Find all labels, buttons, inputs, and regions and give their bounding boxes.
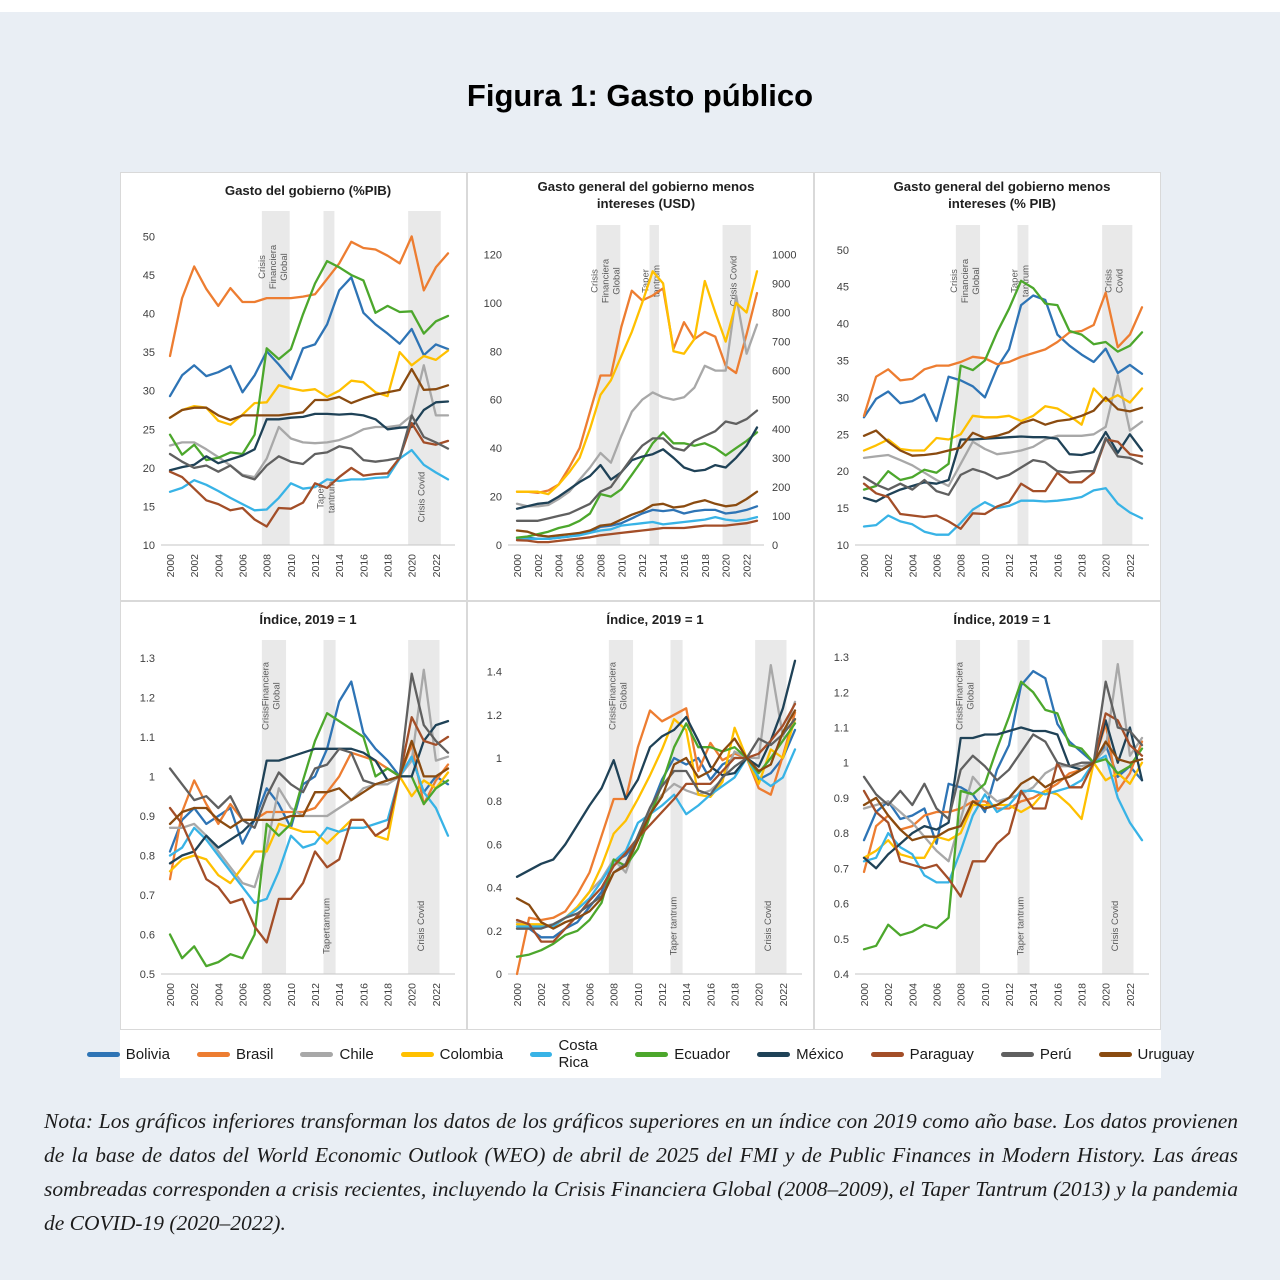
chart-svg xyxy=(468,173,813,600)
x-axis-tick-label: 2002 xyxy=(532,554,545,578)
y-axis-tick-label: 0 xyxy=(495,969,502,981)
x-axis-tick-label: 2006 xyxy=(237,983,250,1007)
y-axis-tick-label: 0.2 xyxy=(486,925,502,938)
legend-label: Colombia xyxy=(439,1045,504,1063)
y-axis-tick-label: 60 xyxy=(489,394,502,407)
y-axis-tick-label: 25 xyxy=(142,424,155,437)
chart-gasto-menos-intereses-pib xyxy=(814,172,1161,601)
x-axis-tick-label: 2010 xyxy=(979,554,992,578)
legend-item-bolivia xyxy=(87,1046,170,1063)
x-axis-tick-label: 2008 xyxy=(261,554,274,578)
x-axis-tick-label: 2000 xyxy=(512,983,524,1007)
crisis-band-label: Crisis xyxy=(589,269,601,293)
y-axis-tick-label: 1.1 xyxy=(833,722,849,735)
crisis-band-label: Taper xyxy=(315,485,327,509)
x-axis-tick-label: 2018 xyxy=(729,983,742,1007)
x-axis-tick-label: 2022 xyxy=(1124,983,1137,1007)
y-axis-right-tick-label: 500 xyxy=(772,394,791,407)
x-axis-tick-label: 2006 xyxy=(574,554,587,578)
y-axis-tick-label: 10 xyxy=(836,540,849,552)
y-axis-right-tick-label: 100 xyxy=(772,510,791,523)
y-axis-tick-label: 1.3 xyxy=(139,652,155,665)
chart-title: intereses (USD) xyxy=(596,196,696,211)
legend-label: Ecuador xyxy=(674,1045,731,1063)
y-axis-tick-label: 0.5 xyxy=(139,969,155,981)
series-line-bolivia xyxy=(517,506,757,539)
series-line-costa-rica xyxy=(864,488,1142,535)
chart-svg xyxy=(468,602,813,1029)
crisis-band-label: Crisis Covid xyxy=(728,255,740,307)
y-axis-tick-label: 20 xyxy=(836,466,849,479)
crisis-band-label: Crisis Covid xyxy=(762,900,774,952)
crisis-band-label: Taper xyxy=(640,269,652,293)
x-axis-tick-label: 2016 xyxy=(705,983,718,1007)
x-axis-tick-label: 2018 xyxy=(382,983,395,1007)
series-line-paraguay xyxy=(517,704,795,942)
series-line-uruguay xyxy=(864,397,1142,455)
y-axis-tick-label: 35 xyxy=(836,355,849,368)
x-axis-tick-label: 2002 xyxy=(536,983,549,1007)
legend-item-uruguay xyxy=(1099,1046,1195,1063)
chart-svg xyxy=(121,602,466,1029)
x-axis-tick-label: 2022 xyxy=(430,554,443,578)
legend-line-swatch xyxy=(1001,1052,1034,1057)
x-axis-tick-label: 2022 xyxy=(777,983,790,1007)
x-axis-tick-label: 2012 xyxy=(637,554,650,578)
series-line-colombia xyxy=(170,351,448,425)
legend-line-swatch xyxy=(197,1052,230,1057)
chart-indice-pib xyxy=(814,601,1161,1030)
y-axis-right-tick-label: 900 xyxy=(772,278,791,291)
x-axis-tick-label: 2020 xyxy=(753,983,766,1007)
series-line-méxico xyxy=(864,432,1142,501)
crisis-band-label: Covid xyxy=(1114,268,1126,294)
chart-title: intereses (% PIB) xyxy=(948,196,1056,211)
crisis-band-label: Financiera xyxy=(267,244,279,290)
crisis-band-label: Crisis Covid xyxy=(1109,900,1121,952)
x-axis-tick-label: 2004 xyxy=(213,983,226,1007)
x-axis-tick-label: 2014 xyxy=(334,983,347,1007)
y-axis-tick-label: 45 xyxy=(142,270,155,282)
legend-label: Brasil xyxy=(235,1045,274,1063)
crisis-band-label: Global xyxy=(278,253,290,281)
y-axis-tick-label: 40 xyxy=(489,443,502,456)
y-axis-tick-label: 1.2 xyxy=(139,692,155,705)
y-axis-right-tick-label: 600 xyxy=(772,365,791,378)
legend-item-ecuador xyxy=(635,1046,730,1063)
x-axis-tick-label: 2020 xyxy=(406,983,419,1007)
y-axis-tick-label: 0.6 xyxy=(833,898,849,911)
y-axis-right-tick-label: 400 xyxy=(772,423,791,436)
x-axis-tick-label: 2016 xyxy=(1052,983,1065,1007)
y-axis-tick-label: 0.4 xyxy=(486,882,502,895)
y-axis-tick-label: 1 xyxy=(148,771,155,784)
legend-label: Costa Rica xyxy=(558,1037,598,1071)
x-axis-tick-label: 2014 xyxy=(658,554,671,578)
x-axis-tick-label: 2012 xyxy=(310,554,323,578)
y-axis-tick-label: 30 xyxy=(142,385,155,398)
x-axis-tick-label: 2014 xyxy=(334,554,347,578)
crisis-band-label: Global xyxy=(965,682,977,710)
crisis-band-label: Crisis Covid xyxy=(415,900,427,952)
y-axis-tick-label: 0.5 xyxy=(833,933,849,946)
y-axis-right-tick-label: 300 xyxy=(772,452,791,465)
chart-gasto-gobierno-pib xyxy=(120,172,467,601)
crisis-band-label: Financiera xyxy=(600,258,612,304)
series-line-ecuador xyxy=(517,432,757,537)
x-axis-tick-label: 2010 xyxy=(285,983,298,1007)
chart-indice-gasto-pib xyxy=(120,601,467,1030)
legend-label: Uruguay xyxy=(1137,1045,1195,1063)
crisis-band-label: Global xyxy=(611,267,623,295)
y-axis-tick-label: 120 xyxy=(483,249,502,262)
x-axis-tick-label: 2002 xyxy=(883,554,896,578)
y-axis-tick-label: 50 xyxy=(142,231,155,244)
legend-line-swatch xyxy=(871,1052,904,1057)
figure-note: Nota: Los gráficos inferiores transforman los datos de los gráficos superiores en un índice con 2019 como año base. Los datos provienen de la base de datos del World Economic Outlook (WEO) de abril de 2025 del FMI y de Public Finances in Modern History. Las áreas sombreadas corresponden a crisis recientes, incluyendo la Crisis Financiera Global (2008–2009), el Taper Tantrum (2013) y la pandemia de COVID-19 (2020–2022). xyxy=(44,1109,1238,1235)
x-axis-tick-label: 2022 xyxy=(430,983,443,1007)
legend-label: Perú xyxy=(1039,1045,1072,1063)
y-axis-tick-label: 0.8 xyxy=(833,828,849,841)
legend-item-colombia xyxy=(401,1046,503,1063)
crisis-band-label: Taper tantrum xyxy=(668,896,680,956)
x-axis-tick-label: 2004 xyxy=(907,554,920,578)
y-axis-tick-label: 15 xyxy=(142,501,155,514)
y-axis-tick-label: 100 xyxy=(483,297,502,310)
legend-line-swatch xyxy=(401,1052,434,1057)
series-line-chile xyxy=(864,664,1142,861)
crisis-band-label: Crisis xyxy=(256,255,268,279)
x-axis-tick-label: 2008 xyxy=(955,554,968,578)
chart-svg xyxy=(815,173,1160,600)
series-line-méxico xyxy=(864,720,1142,868)
crisis-band-label: Taper tantrum xyxy=(1015,896,1027,956)
x-axis-tick-label: 2004 xyxy=(553,554,566,578)
crisis-band-label: Global xyxy=(271,682,283,710)
x-axis-tick-label: 2016 xyxy=(358,983,371,1007)
chart-indice-usd xyxy=(467,601,814,1030)
x-axis-tick-label: 2006 xyxy=(584,983,597,1007)
x-axis-tick-label: 2012 xyxy=(1004,554,1017,578)
crisis-band-label: tantrum xyxy=(651,264,663,298)
y-axis-tick-label: 0.7 xyxy=(139,889,155,902)
y-axis-right-tick-label: 200 xyxy=(772,481,791,494)
x-axis-tick-label: 2006 xyxy=(237,554,250,578)
y-axis-tick-label: 1 xyxy=(842,757,849,770)
x-axis-tick-label: 2012 xyxy=(1004,983,1017,1007)
series-line-uruguay xyxy=(170,741,448,828)
chart-title: Índice, 2019 = 1 xyxy=(259,612,357,627)
x-axis-tick-label: 2010 xyxy=(632,983,645,1007)
x-axis-tick-label: 2020 xyxy=(720,554,733,578)
x-axis-tick-label: 2004 xyxy=(213,554,226,578)
page-title: Figura 1: Gasto público xyxy=(466,78,814,113)
y-axis-tick-label: 0.7 xyxy=(833,863,849,876)
y-axis-tick-label: 20 xyxy=(489,491,502,504)
x-axis-tick-label: 2002 xyxy=(189,983,202,1007)
y-axis-tick-label: 0 xyxy=(495,540,502,552)
y-axis-tick-label: 1 xyxy=(495,753,502,765)
y-axis-tick-label: 45 xyxy=(836,281,849,294)
legend-line-swatch xyxy=(635,1052,668,1057)
y-axis-tick-label: 0.8 xyxy=(486,796,502,809)
x-axis-tick-label: 2008 xyxy=(608,983,621,1007)
crisis-band-label: Crisis Covid xyxy=(416,471,428,523)
x-axis-tick-label: 2012 xyxy=(310,983,323,1007)
x-axis-tick-label: 2020 xyxy=(406,554,419,578)
y-axis-right-tick-label: 1000 xyxy=(772,249,797,262)
crisis-band-label: tantrum xyxy=(1020,264,1032,298)
x-axis-tick-label: 2006 xyxy=(931,983,944,1007)
series-line-perú xyxy=(517,719,795,929)
x-axis-tick-label: 2004 xyxy=(907,983,920,1007)
chart-title: Índice, 2019 = 1 xyxy=(606,612,704,627)
y-axis-tick-label: 0.4 xyxy=(833,969,849,981)
x-axis-tick-label: 2014 xyxy=(1028,983,1041,1007)
y-axis-tick-label: 1.1 xyxy=(139,731,155,744)
legend-item-méxico xyxy=(757,1046,844,1063)
legend-item-chile xyxy=(300,1046,373,1063)
y-axis-tick-label: 10 xyxy=(142,540,155,552)
series-line-perú xyxy=(170,415,448,479)
y-axis-tick-label: 35 xyxy=(142,347,155,360)
x-axis-tick-label: 2008 xyxy=(261,983,274,1007)
x-axis-tick-label: 2020 xyxy=(1100,554,1113,578)
figure-panel xyxy=(120,172,1195,1078)
legend-label: México xyxy=(796,1045,844,1063)
x-axis-tick-label: 2004 xyxy=(560,983,573,1007)
legend-line-swatch xyxy=(757,1052,790,1057)
crisis-band-label: CrisisFinanciera xyxy=(954,661,966,731)
series-line-chile xyxy=(864,375,1142,486)
x-axis-tick-label: 2014 xyxy=(1028,554,1041,578)
y-axis-tick-label: 1.2 xyxy=(486,709,502,722)
y-axis-right-tick-label: 0 xyxy=(772,540,779,552)
x-axis-tick-label: 2018 xyxy=(699,554,712,578)
legend-label: Bolivia xyxy=(125,1045,170,1063)
legend-line-swatch xyxy=(300,1052,333,1057)
x-axis-tick-label: 2016 xyxy=(358,554,371,578)
x-axis-tick-label: 2000 xyxy=(512,554,524,578)
x-axis-tick-label: 2020 xyxy=(1100,983,1113,1007)
chart-title: Gasto del gobierno (%PIB) xyxy=(224,183,392,198)
legend-item-costa-rica xyxy=(530,1037,608,1071)
legend-item-paraguay xyxy=(871,1046,974,1063)
y-axis-tick-label: 40 xyxy=(142,308,155,321)
series-line-uruguay xyxy=(170,369,448,420)
y-axis-tick-label: 20 xyxy=(142,462,155,475)
x-axis-tick-label: 2016 xyxy=(678,554,691,578)
series-line-colombia xyxy=(517,719,795,926)
x-axis-tick-label: 2010 xyxy=(979,983,992,1007)
y-axis-tick-label: 0.9 xyxy=(139,810,155,823)
crisis-band-label: Global xyxy=(618,682,630,710)
y-axis-tick-label: 1.2 xyxy=(833,687,849,700)
legend-label: Chile xyxy=(339,1045,374,1063)
x-axis-tick-label: 2010 xyxy=(285,554,298,578)
crisis-band-label: Taper xyxy=(1009,269,1021,293)
x-axis-tick-label: 2016 xyxy=(1052,554,1065,578)
x-axis-tick-label: 2010 xyxy=(616,554,629,578)
x-axis-tick-label: 2018 xyxy=(1076,983,1089,1007)
series-line-colombia xyxy=(517,271,757,494)
crisis-band-label: CrisisFinanciera xyxy=(607,661,619,731)
y-axis-tick-label: 15 xyxy=(836,503,849,516)
chart-gasto-menos-intereses-usd xyxy=(467,172,814,601)
y-axis-tick-label: 0.8 xyxy=(139,850,155,863)
x-axis-tick-label: 2018 xyxy=(1076,554,1089,578)
x-axis-tick-label: 2018 xyxy=(382,554,395,578)
crisis-band-label: tantrum xyxy=(326,480,338,514)
legend-line-swatch xyxy=(87,1052,120,1057)
x-axis-tick-label: 2000 xyxy=(165,983,177,1007)
y-axis-tick-label: 0.6 xyxy=(139,929,155,942)
x-axis-tick-label: 2008 xyxy=(955,983,968,1007)
legend-line-swatch xyxy=(1099,1052,1132,1057)
crisis-band-label: Global xyxy=(970,267,982,295)
crisis-band-label: Crisis xyxy=(1103,269,1115,293)
series-line-colombia xyxy=(864,763,1142,858)
charts-grid xyxy=(120,172,1161,1030)
x-axis-tick-label: 2006 xyxy=(931,554,944,578)
chart-svg xyxy=(121,173,466,600)
chart-title: Gasto general del gobierno menos xyxy=(537,179,755,194)
x-axis-tick-label: 2022 xyxy=(741,554,754,578)
crisis-band-label: Financiera xyxy=(959,258,971,304)
y-axis-tick-label: 30 xyxy=(836,392,849,405)
x-axis-tick-label: 2000 xyxy=(859,983,871,1007)
chart-svg xyxy=(815,602,1160,1029)
series-line-ecuador xyxy=(864,281,1142,490)
x-axis-tick-label: 2012 xyxy=(657,983,670,1007)
chart-legend xyxy=(120,1030,1195,1078)
crisis-band-label: CrisisFinanciera xyxy=(260,661,272,731)
y-axis-tick-label: 0.9 xyxy=(833,792,849,805)
chart-title: Gasto general del gobierno menos xyxy=(893,179,1111,194)
x-axis-tick-label: 2008 xyxy=(595,554,608,578)
y-axis-right-tick-label: 700 xyxy=(772,336,791,349)
legend-item-brasil xyxy=(197,1046,274,1063)
chart-title: Índice, 2019 = 1 xyxy=(953,612,1051,627)
series-line-perú xyxy=(864,438,1142,495)
y-axis-tick-label: 1.3 xyxy=(833,652,849,665)
y-axis-tick-label: 1.4 xyxy=(486,666,502,679)
crisis-band-label: Crisis xyxy=(948,269,960,293)
legend-label: Paraguay xyxy=(909,1045,974,1063)
y-axis-tick-label: 50 xyxy=(836,244,849,257)
y-axis-tick-label: 40 xyxy=(836,318,849,331)
x-axis-tick-label: 2000 xyxy=(165,554,177,578)
y-axis-tick-label: 0.6 xyxy=(486,839,502,852)
y-axis-tick-label: 80 xyxy=(489,346,502,359)
legend-item-perú xyxy=(1001,1046,1072,1063)
x-axis-tick-label: 2002 xyxy=(189,554,202,578)
x-axis-tick-label: 2000 xyxy=(859,554,871,578)
x-axis-tick-label: 2014 xyxy=(681,983,694,1007)
y-axis-right-tick-label: 800 xyxy=(772,307,791,320)
legend-line-swatch xyxy=(530,1052,552,1057)
x-axis-tick-label: 2002 xyxy=(883,983,896,1007)
x-axis-tick-label: 2022 xyxy=(1124,554,1137,578)
top-strip xyxy=(0,0,1280,12)
y-axis-tick-label: 25 xyxy=(836,429,849,442)
crisis-band-label: Tapertantrum xyxy=(321,898,333,954)
